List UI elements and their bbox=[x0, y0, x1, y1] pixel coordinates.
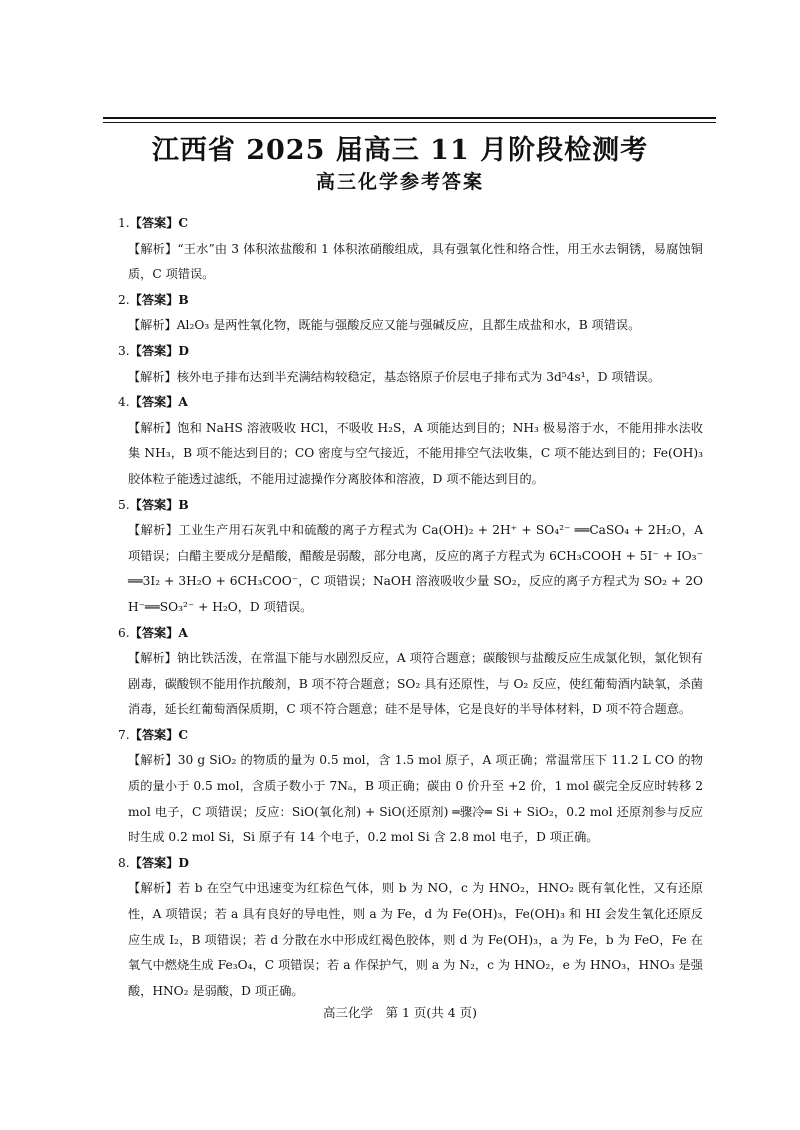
answer-text: 【答案】D bbox=[129, 855, 189, 870]
page-subtitle: 高三化学参考答案 bbox=[315, 171, 484, 193]
question-5 bbox=[118, 493, 703, 621]
answer-text: 【答案】A bbox=[129, 625, 188, 640]
answer-line bbox=[118, 851, 703, 877]
explanation-text: 【解析】饱和 NaHS 溶液吸收 HCl，不吸收 H₂S，A 项能达到目的；NH₃ 极易溶于水，不能用排水法收集 NH₃，B 项不能达到目的；CO 密度与空气接近，不能用排空气法收集，C 项不能达到目的；Fe(OH)₃ 胶体粒子能透过滤纸，不能用过滤操作分离胶体和溶液，D 项不能达到目的。 bbox=[128, 420, 703, 486]
answer-text: 【答案】A bbox=[129, 395, 188, 410]
answer-line bbox=[118, 621, 703, 647]
page-footer: 高三化学 第 1 页(共 4 页) bbox=[322, 1005, 478, 1020]
answer-line bbox=[118, 723, 703, 749]
header-rule-thin bbox=[103, 122, 716, 123]
header-rule-thick bbox=[103, 117, 716, 119]
answer-line bbox=[118, 339, 703, 365]
question-2 bbox=[118, 288, 703, 339]
answer-text: 【答案】B bbox=[129, 497, 189, 512]
question-8 bbox=[118, 851, 703, 1005]
answer-list bbox=[118, 211, 703, 1004]
explanation-text: 【解析】Al₂O₃ 是两性氧化物，既能与强酸反应又能与强碱反应，且都生成盐和水，B 项错误。 bbox=[128, 318, 641, 333]
question-6 bbox=[118, 621, 703, 723]
answer-line bbox=[118, 390, 703, 416]
question-1 bbox=[118, 211, 703, 288]
question-number: 8. bbox=[118, 855, 130, 870]
explanation-text: 【解析】“王水”由 3 体积浓盐酸和 1 体积浓硝酸组成，具有强氧化性和络合性，用王水去铜锈，易腐蚀铜质，C 项错误。 bbox=[128, 241, 703, 282]
question-number: 5. bbox=[118, 497, 130, 512]
answer-line bbox=[118, 493, 703, 519]
explanation-text: 【解析】工业生产用石灰乳中和硫酸的离子方程式为 Ca(OH)₂ + 2H⁺ + SO₄²⁻ ══CaSO₄ + 2H₂O，A 项错误；白醋主要成分是醋酸，醋酸是弱酸，部分电离，反应的离子方程式为 6CH₃COOH + 5I⁻ + IO₃⁻ ══3I₂ + 3H₂O + 6CH₃COO⁻，C 项错误；NaOH 溶液吸收少量 SO₂，反应的离子方程式为 SO₂ + 2OH⁻══SO₃²⁻ + H₂O，D 项错误。 bbox=[128, 523, 703, 614]
question-number: 4. bbox=[118, 395, 130, 410]
explanation-text: 【解析】核外电子排布达到半充满结构较稳定，基态铬原子价层电子排布式为 3d⁵4s¹，D 项错误。 bbox=[128, 369, 661, 384]
answer-line bbox=[118, 288, 703, 314]
answer-text: 【答案】D bbox=[129, 343, 189, 358]
question-4 bbox=[118, 390, 703, 492]
explanation-text: 【解析】若 b 在空气中迅速变为红棕色气体，则 b 为 NO，c 为 HNO₂，HNO₂ 既有氧化性，又有还原性，A 项错误；若 a 具有良好的导电性，则 a 为 Fe，d 为 Fe(OH)₃，Fe(OH)₃ 和 HI 会发生氧化还原反应生成 I₂，B 项错误；若 d 分散在水中形成红褐色胶体，则 d 为 Fe(OH)₃，a 为 Fe，b 为 FeO，Fe 在氧气中燃烧生成 Fe₃O₄，C 项错误；若 a 作保护气，则 a 为 N₂，c 为 HNO₂，e 为 HNO₃，HNO₃ 是强酸，HNO₂ 是弱酸，D 项正确。 bbox=[128, 881, 703, 998]
answer-text: 【答案】C bbox=[129, 216, 189, 230]
answer-text: 【答案】B bbox=[129, 292, 189, 307]
question-number: 7. bbox=[118, 727, 130, 742]
answer-text: 【答案】C bbox=[129, 727, 189, 742]
question-number: 2. bbox=[118, 292, 130, 307]
explanation-text: 【解析】钠比铁活泼，在常温下能与水剧烈反应，A 项符合题意；碳酸钡与盐酸反应生成氯化钡，氯化钡有剧毒，碳酸钡不能用作抗酸剂，B 项不符合题意；SO₂ 具有还原性，与 O₂ 反应，使红葡萄酒内缺氧，杀菌消毒，延长红葡萄酒保质期，C 项不符合题意；硅不是导体，它是良好的半导体材料，D 项不符合题意。 bbox=[128, 651, 703, 717]
question-3 bbox=[118, 339, 703, 390]
explanation-text: 【解析】30 g SiO₂ 的物质的量为 0.5 mol，含 1.5 mol 原子，A 项正确；常温常压下 11.2 L CO 的物质的量小于 0.5 mol，含质子数小于 7Nₐ，B 项正确；碳由 0 价升至 +2 价，1 mol 碳完全反应时转移 2 mol 电子，C 项错误；反应：SiO(氧化剂) + SiO(还原剂) ═骤冷═ Si + SiO₂，0.2 mol 还原剂参与反应时生成 0.2 mol Si，Si 原子有 14 个电子，0.2 mol Si 含 2.8 mol 电子，D 项正确。 bbox=[128, 753, 703, 845]
question-number: 3. bbox=[118, 343, 130, 358]
question-number: 6. bbox=[118, 625, 130, 640]
page-title: 江西省 2025 届高三 11 月阶段检测考 bbox=[151, 135, 649, 166]
answer-line bbox=[118, 211, 703, 237]
question-number: 1. bbox=[118, 216, 130, 230]
question-7 bbox=[118, 723, 703, 851]
